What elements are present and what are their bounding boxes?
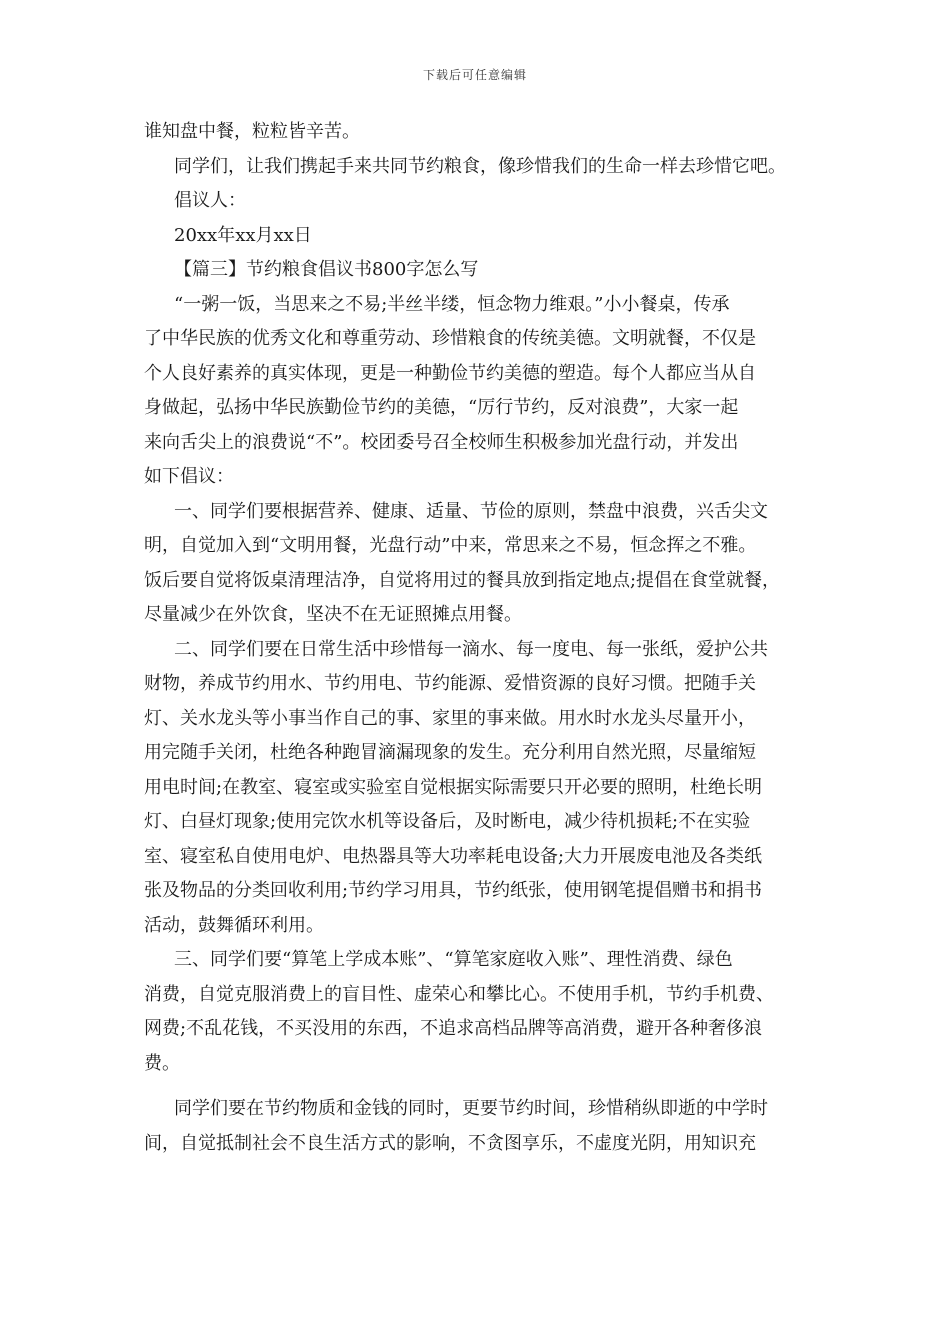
- text-line: 活动，鼓舞循环利用。: [144, 914, 324, 936]
- text-line: 来向舌尖上的浪费说“不”。校团委号召全校师生积极参加光盘行动，并发出: [144, 431, 739, 453]
- text-line: 明，自觉加入到“文明用餐，光盘行动”中来，常思来之不易，恒念挥之不雅。: [144, 535, 757, 556]
- document-body: [144, 115, 809, 1161]
- text-line: 张及物品的分类回收利用;节约学习用具，节约纸张，使用钢笔提倡赠书和捐书: [144, 880, 763, 901]
- text-line: 费。: [144, 1052, 180, 1074]
- text-line: 尽量减少在外饮食，坚决不在无证照摊点用餐。: [144, 604, 522, 625]
- text-line: 财物，养成节约用水、节约用电、节约能源、爱惜资源的良好习惯。把随手关: [144, 673, 756, 694]
- page-header: 下载后可任意编辑: [422, 68, 527, 82]
- text-line: 了中华民族的优秀文化和尊重劳动、珍惜粮食的传统美德。文明就餐，不仅是: [144, 328, 756, 349]
- text-line: 三、同学们要“算笔上学成本账”、“算笔家庭收入账”、理性消费、绿色: [174, 949, 733, 970]
- text-line: 饭后要自觉将饭桌清理洁净，自觉将用过的餐具放到指定地点;提倡在食堂就餐，: [144, 569, 781, 591]
- text-line: 同学们要在节约物质和金钱的同时，更要节约时间，珍惜稍纵即逝的中学时: [174, 1098, 768, 1119]
- text-line: 网费;不乱花钱，不买没用的东西，不追求高档品牌等高消费，避开各种奢侈浪: [144, 1018, 763, 1039]
- text-line: 用完随手关闭，杜绝各种跑冒滴漏现象的发生。充分利用自然光照，尽量缩短: [144, 742, 756, 763]
- text-line: 间，自觉抵制社会不良生活方式的影响，不贪图享乐，不虚度光阴，用知识充: [144, 1132, 756, 1154]
- text-line: 身做起，弘扬中华民族勤俭节约的美德，“厉行节约，反对浪费”，大家一起: [144, 397, 739, 418]
- text-line: 20xx年xx月xx日: [174, 224, 312, 246]
- text-line: “一粥一饭，当思来之不易;半丝半缕，恒念物力维艰。”小小餐桌，传承: [174, 293, 730, 315]
- text-line: 用电时间;在教室、寝室或实验室自觉根据实际需要只开必要的照明，杜绝长明: [144, 776, 763, 798]
- text-line: 同学们，让我们携起手来共同节约粮食，像珍惜我们的生命一样去珍惜它吧。: [174, 155, 786, 177]
- text-line: 灯、关水龙头等小事当作自己的事、家里的事来做。用水时水龙头尽量开小，: [144, 707, 756, 729]
- text-line: 如下倡议：: [144, 466, 234, 487]
- text-line: 消费，自觉克服消费上的盲目性、虚荣心和攀比心。不使用手机，节约手机费、: [144, 983, 774, 1005]
- section-heading: 【篇三】节约粮食倡议书800字怎么写: [174, 259, 479, 280]
- text-line: 室、寝室私自使用电炉、电热器具等大功率耗电设备;大力开展废电池及各类纸: [144, 845, 763, 867]
- paragraph-gap: [144, 1081, 809, 1092]
- text-line: 谁知盘中餐，粒粒皆辛苦。: [144, 121, 360, 142]
- text-line: 个人良好素养的真实体现，更是一种勤俭节约美德的塑造。每个人都应当从自: [144, 362, 756, 384]
- text-line: 灯、白昼灯现象;使用完饮水机等设备后，及时断电，减少待机损耗;不在实验: [144, 811, 751, 832]
- text-line: 倡议人：: [174, 190, 246, 211]
- text-line: 一、同学们要根据营养、健康、适量、节俭的原则，禁盘中浪费，兴舌尖文: [174, 500, 768, 522]
- text-line: 二、同学们要在日常生活中珍惜每一滴水、每一度电、每一张纸，爱护公共: [174, 638, 768, 660]
